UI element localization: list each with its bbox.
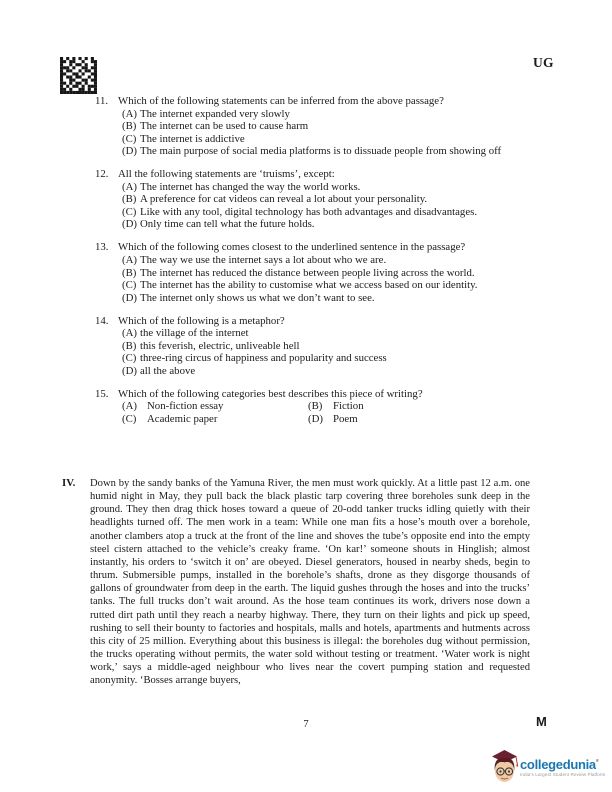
- question-text: Which of the following comes closest to the underlined sentence in the passage?: [118, 241, 466, 254]
- option-text: The internet can be used to cause harm: [140, 120, 309, 133]
- option-text: The main purpose of social media platforms is to dissuade people from showing off: [140, 145, 502, 158]
- option-text: A preference for cat videos can reveal a lot about your personality.: [140, 193, 428, 206]
- question-text: Which of the following categories best describes this piece of writing?: [118, 387, 423, 400]
- option: [122, 327, 531, 340]
- option-text: The internet has the ability to customise what we access based on our identity.: [140, 279, 478, 292]
- option: [122, 108, 531, 121]
- question-text: Which of the following statements can be inferred from the above passage?: [118, 95, 444, 107]
- option-text: The internet expanded very slowly: [140, 107, 290, 120]
- option-label: (A): [122, 254, 137, 267]
- option-text: The way we use the internet says a lot about who we are.: [140, 254, 387, 267]
- option: [122, 218, 531, 231]
- option-text: Only time can tell what the future holds.: [140, 218, 315, 231]
- question: [95, 95, 531, 158]
- option-label: (D): [122, 291, 137, 304]
- option: [308, 413, 531, 426]
- options-list: [122, 254, 531, 304]
- options-list: [122, 181, 531, 231]
- collegedunia-logo: [491, 749, 605, 785]
- booklet-series-label: M: [536, 714, 547, 729]
- option-text: The internet only shows us what we don’t want to see.: [140, 291, 375, 304]
- question: [95, 315, 531, 378]
- option-text: The internet is addictive: [140, 132, 245, 145]
- options-list: [122, 400, 531, 425]
- option: [122, 181, 531, 194]
- option-text: The internet has changed the way the world works.: [140, 180, 361, 193]
- question: [95, 241, 531, 304]
- option-label: (B): [122, 266, 137, 279]
- option: [122, 267, 531, 280]
- option: [122, 193, 531, 206]
- option-label: (A): [122, 107, 137, 120]
- option: [122, 365, 531, 378]
- option-label: (D): [122, 364, 137, 377]
- option: [122, 352, 531, 365]
- page-number: 7: [303, 719, 309, 730]
- option-text: three-ring circus of happiness and popularity and success: [140, 352, 387, 365]
- exam-level-label: UG: [533, 55, 554, 70]
- option-text: The internet has reduced the distance between people living across the world.: [140, 266, 475, 279]
- option-label: (C): [122, 205, 137, 218]
- question-number: 11.: [95, 95, 109, 107]
- option-label: (A): [122, 180, 137, 193]
- question-text: All the following statements are ‘truisms’, except:: [118, 168, 335, 181]
- option: [122, 292, 531, 305]
- option: [122, 254, 531, 267]
- passage-text: Down by the sandy banks of the Yamuna River, the men must work quickly. At a little past 12 a.m. one humid night in May, they pull back the black plastic tarp covering three boreholes sunk deep in the ground. They then drag thick hoses toward a queue of 20-odd tanker trucks idling quietly with their headlights turned off. The men work in a team: While one man fits a hose’s mouth over a borehole, another clambers atop a truck at the front of the line and shoves the tube’s opposite end into the empty steel cistern attached to the vehicle’s creaky frame. ‘On kar!’ someone shouts in Hinglish; almost instantly, his orders to ‘switch it on’ are obeyed. Diesel generators, housed in nearby sheds, begin to thrum. Submersible pumps, installed in the borehole’s shafts, drone as they disgorge thousands of gallons of groundwater from deep in the earth. The liquid gushes through the hoses and into the trucks’ tanks. The full trucks don’t wait around. As the hose team continues its work, drivers nose down a rutted dirt path until they reach a nearby highway. There, they turn on their lights and pick up speed, rushing to sell their bounty to factories and hospitals, malls and hotels, apartments and hutments across this city of 25 million. Everything about this business is illegal: the boreholes dug without permission, the trucks operating without permits, the water sold without testing or treatment. ‘Water work is night work,’ says a middle-aged neighbour who lives near the covert pumping station and requested anonymity. ‘Bosses arrange buyers,: [90, 478, 530, 687]
- question-number: 12.: [95, 168, 109, 181]
- option-label: (C): [122, 413, 137, 426]
- option: [122, 120, 531, 133]
- question-number: 15.: [95, 387, 109, 400]
- question: [95, 388, 531, 426]
- section-number: IV.: [62, 477, 76, 489]
- logo-brand-text: collegedunia: [520, 756, 596, 772]
- logo-tagline: India's Largest Student Review Platform: [520, 772, 606, 778]
- option: [308, 400, 531, 413]
- option-text: Like with any tool, digital technology has both advantages and disadvantages.: [140, 205, 478, 218]
- option-label: (C): [122, 132, 137, 145]
- option: [122, 400, 308, 413]
- option-text: all the above: [140, 364, 196, 377]
- question-number: 13.: [95, 241, 109, 254]
- option: [122, 413, 308, 426]
- mascot-icon: [491, 749, 518, 785]
- question-number: 14.: [95, 314, 109, 327]
- option-label: (B): [122, 193, 137, 206]
- option: [122, 145, 531, 158]
- options-list: [122, 108, 531, 158]
- option-label: (D): [308, 413, 323, 426]
- option-text: Academic paper: [147, 413, 218, 426]
- questions-list: [95, 95, 531, 436]
- option-label: (B): [308, 400, 323, 413]
- registered-mark: ®: [595, 757, 599, 763]
- option-label: (C): [122, 352, 137, 365]
- option: [122, 340, 531, 353]
- option-text: Non-fiction essay: [147, 400, 224, 413]
- options-list: [122, 327, 531, 377]
- question: [95, 168, 531, 231]
- option-label: (B): [122, 120, 137, 133]
- option-text: the village of the internet: [140, 327, 249, 340]
- question-text: Which of the following is a metaphor?: [118, 314, 285, 327]
- option-label: (D): [122, 145, 137, 158]
- option-label: (C): [122, 279, 137, 292]
- option-text: Poem: [333, 413, 358, 426]
- option: [122, 133, 531, 146]
- option-text: Fiction: [333, 400, 364, 413]
- option-label: (A): [122, 327, 137, 340]
- option-label: (B): [122, 339, 137, 352]
- passage-section: [62, 477, 530, 688]
- datamatrix-barcode: [60, 57, 97, 94]
- option: [122, 206, 531, 219]
- option-label: (A): [122, 400, 137, 413]
- option-text: this feverish, electric, unliveable hell: [140, 339, 300, 352]
- option-label: (D): [122, 218, 137, 231]
- option: [122, 279, 531, 292]
